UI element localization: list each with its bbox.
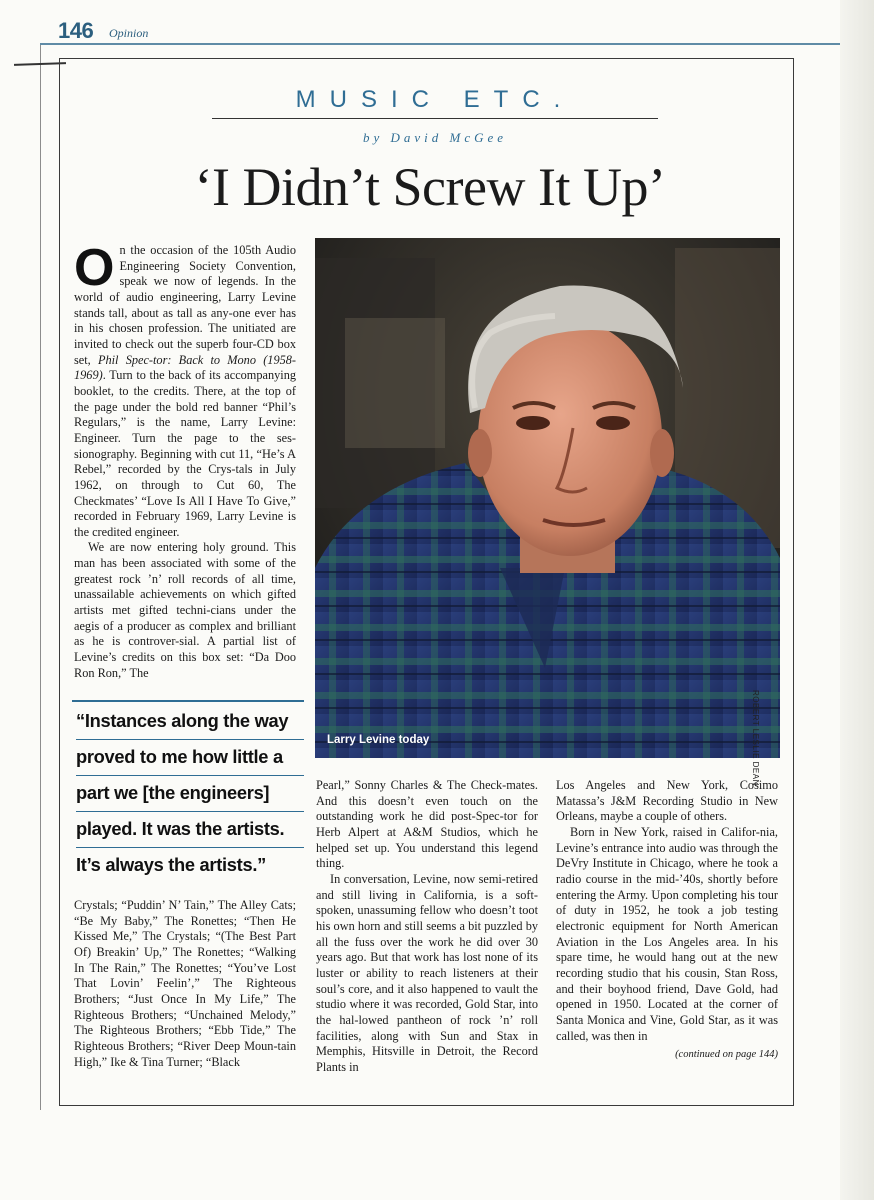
paragraph: Pearl,” Sonny Charles & The Check-mates. And this doesn’t even touch on the outstanding work he did post-Spec-tor for Herb Alpert at A&M Studios, which he helped set up. You understand this legend thing. xyxy=(316,778,538,871)
paragraph: Crystals; “Puddin’ N’ Tain,” The Alley Cats; “Be My Baby,” The Ronettes; “Then He Kissed Me,” The Crystals; “(The Best Part Of) Breakin’ Up,” The Ronettes; “Walking In The Rain,” The Ronettes; “You’ve Lost That Lovin’ Feelin’,” The Righteous Brothers; “Just Once In My Life,” The Righteous Brothers; “Unchained Melody,” The Righteous Brothers; “Ebb Tide,” The Righteous Brothers; “River Deep Moun-tain High,” Ike & Tina Turner; “Black xyxy=(74,898,296,1069)
headline: ‘I Didn’t Screw It Up’ xyxy=(194,157,666,217)
scan-edge xyxy=(840,0,874,1200)
pull-quote-rule xyxy=(72,700,304,702)
paragraph: Born in New York, raised in Califor-nia, Levine’s entrance into audio was through the DeVry Institute in Chicago, where he took a radio course in the mid-’40s, shortly before entering the Army. Upon completing his tour of duty in 1952, he took a job testing electronic equipment for North American Aviation in the Los Angeles area. In his spare time, he would hang out at the new recording studio that his cousin, Stan Ross, and their boyhood friend, Dave Gold, had opened in 1950. Located at the corner of Santa Monica and Vine, Gold Star, as it was called, was then in xyxy=(556,824,778,1043)
header-rule xyxy=(40,43,840,45)
pull-quote-line: It’s always the artists.” xyxy=(76,854,266,875)
column-1-bottom xyxy=(74,898,296,1070)
drop-cap: O xyxy=(74,239,115,297)
paragraph: We are now entering holy ground. This man has been associated with some of the greatest rock ’n’ roll records of all time, unassailable achievements on which gifted artists met gifted techni-cians under the aegis of a producer as complex and brilliant as he is controver-sial. A partial list of Levine’s credits on this box set: “Da Doo Ron Ron,” The xyxy=(74,540,296,680)
continued-note: (continued on page 144) xyxy=(675,1049,778,1061)
column-2 xyxy=(316,778,538,1075)
page-number: 146 xyxy=(58,18,94,43)
photo-credit: ROBERT LESLIE DEAN xyxy=(751,690,760,786)
pull-quote-line: part we [the engineers] xyxy=(76,776,304,812)
byline: by David McGee xyxy=(362,130,508,145)
kicker-rule xyxy=(212,118,658,119)
pull-quote-line: played. It was the artists. xyxy=(76,812,304,848)
text-run: n the occasion of the 105th Audio Engineering Society Convention, speak we now of legends. In the world of audio engineering, Larry Levine stands tall, about as tall as any-one ever has in his chosen profession. The unitiated are invited to check out the superb four-CD box set, xyxy=(74,243,296,367)
portrait-photo xyxy=(315,238,780,758)
paragraph xyxy=(74,239,296,540)
pull-quote-line: proved to me how little a xyxy=(76,740,304,776)
paragraph: Los Angeles and New York, Cosimo Matassa’s J&M Recording Studio in New Orleans, maybe a couple of others. xyxy=(556,778,778,824)
column-kicker: MUSIC ETC. xyxy=(295,86,575,113)
pull-quote-line: “Instances along the way xyxy=(76,704,304,740)
column-3 xyxy=(556,778,778,1063)
paragraph: In conversation, Levine, now semi-retired and still living in California, is a soft-spoken, unassuming fellow who doesn’t toot his own horn and still seems a bit puzzled by all the fuss over the work he did over 30 years ago. But that work has lost none of its luster or ability to reach listeners at their soul’s core, and it also happened to vault the studio where it was recorded, Gold Star, into the hal-lowed pantheon of rock ’n’ roll facilities, along with Sun and Stax in Memphis, Hitsville in Detroit, the Record Plants in xyxy=(316,871,538,1074)
pull-quote xyxy=(76,704,304,883)
column-1-top xyxy=(74,239,296,681)
section-label: Opinion xyxy=(109,26,149,40)
margin-line xyxy=(40,45,41,1110)
photo-caption: Larry Levine today xyxy=(327,734,430,746)
portrait-illustration xyxy=(315,238,780,758)
text-run: . Turn to the back of its accompanying booklet, to the credits. There, at the top of the page under the bold red banner “Phil’s Regulars,” is the name, Larry Levine: Engineer. Turn the page to the ses-sionography. Beginning with cut 11, “He’s A Rebel,” recorded by the Crys-tals in July 1962, on through to Cut 60, The Checkmates’ “Love Is All I Have To Give,” recorded in February 1969, Larry Levine is the credited engineer. xyxy=(74,368,296,539)
box-set-title: Phil Spec-tor: Back to Mono (1958-1969) xyxy=(74,352,296,383)
